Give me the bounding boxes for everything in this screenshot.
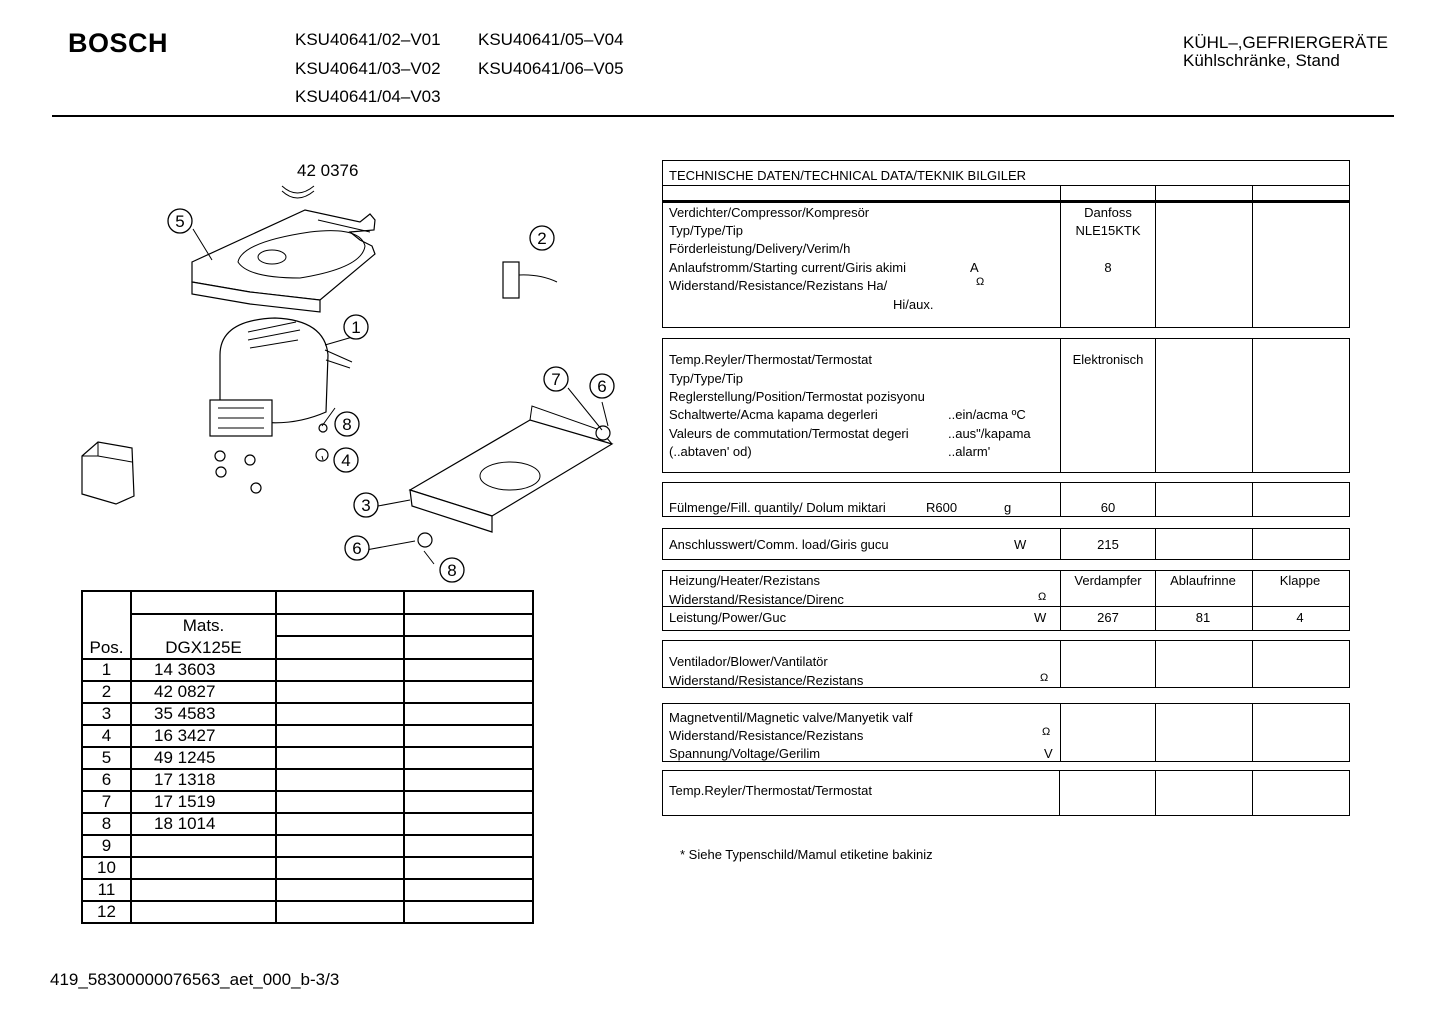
capacitor (503, 262, 557, 298)
heater-evaporator: Verdampfer (1074, 573, 1142, 588)
tech-data-title: TECHNISCHE DATEN/TECHNICAL DATA/TEKNIK BILGILER (669, 168, 1027, 183)
table-row (82, 835, 533, 857)
type-label: Typ/Type/Tip (669, 223, 743, 238)
position-number: 2 (82, 681, 131, 703)
resistance-label: Widerstand/Resistance/Rezistans (669, 673, 864, 688)
model-number: KSU40641/06–V05 (478, 59, 624, 78)
model-number: KSU40641/05–V04 (478, 30, 624, 49)
unit-watt: W (1034, 610, 1047, 625)
compressor-maker: Danfoss (1084, 205, 1132, 220)
refrigerant-type: R600 (926, 500, 958, 515)
starting-current-label: Anlaufstromm/Starting current/Giris akimi (669, 260, 906, 275)
callout-6 (345, 536, 369, 560)
empty-cell (276, 703, 404, 725)
position-number: 8 (82, 813, 131, 835)
load-section (662, 528, 1350, 560)
empty-cell (276, 747, 404, 769)
fan-label: Ventilador/Blower/Vantilatör (669, 654, 828, 669)
heater-flap-power: 4 (1296, 610, 1304, 625)
fill-quantity-value: 60 (1100, 500, 1116, 515)
table-row (82, 857, 533, 879)
document-id: 419_58300000076563_aet_000_b (50, 970, 310, 989)
empty-cell (276, 725, 404, 747)
document-footer (50, 970, 339, 990)
switch-on-label: ..ein/acma ºC (948, 407, 1026, 422)
load-value: 215 (1097, 537, 1119, 552)
unit-ampere: A (970, 260, 979, 275)
voltage-label: Spannung/Voltage/Gerilim (669, 746, 821, 761)
empty-cell (276, 659, 404, 681)
load-label: Anschlusswert/Comm. load/Giris gucu (669, 537, 889, 552)
model-number: KSU40641/04–V03 (295, 87, 441, 106)
defrost-label: (..abtaven' od) (669, 444, 752, 459)
table-row (82, 769, 533, 791)
svg-text:8: 8 (447, 561, 457, 580)
category-title: KÜHL–,GEFRIERGERÄTE (1183, 33, 1388, 52)
commutation-label: Valeurs de commutation/Termostat degeri (669, 426, 909, 441)
svg-text:2: 2 (537, 229, 547, 248)
empty-cell (404, 725, 533, 747)
exploded-parts-drawing (60, 150, 640, 590)
unit-ohm: Ω (1042, 726, 1051, 738)
switch-values-label: Schaltwerte/Acma kapama degerleri (669, 407, 878, 422)
position-number: 10 (82, 857, 131, 879)
starting-current-value: 8 (1104, 260, 1112, 275)
resistance-label: Widerstand/Resistance/Rezistans (669, 728, 864, 743)
unit-ohm: Ω (1040, 672, 1049, 684)
drip-tray (192, 210, 375, 312)
empty-cell (276, 681, 404, 703)
callout-8 (440, 558, 464, 582)
callout-6 (590, 374, 614, 398)
empty-cell (404, 747, 533, 769)
svg-text:7: 7 (551, 370, 561, 389)
relay-box (82, 442, 134, 504)
material-number: 16 3427 (131, 725, 276, 747)
material-number: 42 0827 (131, 681, 276, 703)
material-number: 35 4583 (131, 703, 276, 725)
position-number: 11 (82, 879, 131, 901)
material-number (131, 901, 276, 923)
empty-cell (404, 857, 533, 879)
empty-cell (404, 901, 533, 923)
delivery-label: Förderleistung/Delivery/Verim/h (669, 241, 851, 256)
compressor-type: NLE15KTK (1075, 223, 1141, 238)
svg-text:6: 6 (352, 539, 362, 558)
unit-volt: V (1044, 746, 1053, 761)
svg-text:5: 5 (175, 212, 185, 231)
table-row (82, 747, 533, 769)
position-number: 3 (82, 703, 131, 725)
empty-cell (404, 681, 533, 703)
heater-drain-power: 81 (1195, 610, 1211, 625)
empty-cell (404, 703, 533, 725)
material-number (131, 835, 276, 857)
magnetic-valve-section (662, 703, 1350, 762)
callout-2 (530, 226, 554, 250)
svg-text:3: 3 (361, 496, 371, 515)
thermostat-label: Temp.Reyler/Thermostat/Termostat (669, 352, 873, 367)
position-label: Reglerstellung/Position/Termostat pozisyonu (669, 389, 925, 404)
position-number: 9 (82, 835, 131, 857)
empty-cell (276, 791, 404, 813)
resistance-label: Widerstand/Resistance/Direnc (669, 592, 844, 607)
svg-text:6: 6 (597, 377, 607, 396)
type-plate-note: * Siehe Typenschild/Mamul etiketine bakiniz (680, 847, 933, 862)
switch-off-label: ..aus"/kapama (948, 426, 1031, 441)
page-number: -3/3 (310, 970, 340, 989)
callout-3 (354, 493, 378, 517)
table-row (82, 813, 533, 835)
callout-7 (335, 412, 359, 436)
compressor-label: Verdichter/Compressor/Kompresör (669, 205, 870, 220)
position-number: 5 (82, 747, 131, 769)
callout-1 (344, 315, 368, 339)
table-row (82, 901, 533, 923)
material-number: 49 1245 (131, 747, 276, 769)
model-number: KSU40641/02–V01 (295, 30, 441, 49)
thermostat-label: Temp.Reyler/Thermostat/Termostat (669, 783, 873, 798)
column-header-model: DGX125E (131, 636, 276, 659)
material-number (131, 879, 276, 901)
empty-cell (404, 813, 533, 835)
material-number: 14 3603 (131, 659, 276, 681)
unit-watt: W (1014, 537, 1027, 552)
magnetic-valve-label: Magnetventil/Magnetic valve/Manyetik valf (669, 710, 913, 725)
empty-cell (276, 769, 404, 791)
tech-data-header (662, 160, 1350, 202)
empty-cell (404, 791, 533, 813)
table-row (82, 791, 533, 813)
heater-drain: Ablaufrinne (1170, 573, 1236, 588)
empty-cell (404, 835, 533, 857)
position-number: 1 (82, 659, 131, 681)
callout-8 (544, 367, 568, 391)
header-divider (52, 115, 1394, 117)
table-row (82, 879, 533, 901)
empty-cell (276, 857, 404, 879)
fill-quantity-label: Fülmenge/Fill. quantily/ Dolum miktari (669, 500, 886, 515)
table-row (82, 659, 533, 681)
table-row (82, 681, 533, 703)
material-number (131, 857, 276, 879)
svg-text:4: 4 (341, 451, 351, 470)
empty-cell (276, 901, 404, 923)
position-number: 6 (82, 769, 131, 791)
type-label: Typ/Type/Tip (669, 371, 743, 386)
position-number: 7 (82, 791, 131, 813)
alarm-label: ..alarm' (948, 444, 991, 459)
aux-label: Hi/aux. (893, 297, 934, 312)
heater-section (662, 570, 1350, 631)
callout-5 (168, 209, 192, 233)
empty-cell (276, 835, 404, 857)
empty-cell (404, 659, 533, 681)
heater-evaporator-power: 267 (1097, 610, 1119, 625)
column-header-pos: Pos. (82, 591, 131, 659)
svg-text:1: 1 (351, 318, 361, 337)
unit-gram: g (1004, 500, 1012, 515)
part-number-label: 42 0376 (297, 161, 359, 180)
thermostat2-section (662, 770, 1350, 816)
brand-logo: BOSCH (68, 28, 169, 58)
parts-table (81, 590, 534, 924)
compressor-section (662, 202, 1350, 328)
column-header-mats: Mats. (131, 614, 276, 637)
empty-cell (276, 879, 404, 901)
material-number: 17 1318 (131, 769, 276, 791)
mounting-bracket (410, 406, 612, 547)
heater-label: Heizung/Heater/Rezistans (669, 573, 821, 588)
empty-cell (404, 879, 533, 901)
thermostat-section (662, 338, 1350, 473)
callout-4 (334, 448, 358, 472)
unit-ohm: Ω (1038, 591, 1047, 603)
thermostat-value: Elektronisch (1072, 352, 1144, 367)
table-row (82, 725, 533, 747)
material-number: 18 1014 (131, 813, 276, 835)
fan-section (662, 640, 1350, 688)
svg-text:8: 8 (342, 415, 352, 434)
material-number: 17 1519 (131, 791, 276, 813)
category-subtitle: Kühlschränke, Stand (1183, 51, 1340, 70)
fill-quantity-section (662, 482, 1350, 517)
heater-flap: Klappe (1279, 573, 1321, 588)
power-label: Leistung/Power/Guc (669, 610, 787, 625)
compressor-unit (210, 318, 352, 436)
empty-cell (404, 769, 533, 791)
resistance-label: Widerstand/Resistance/Rezistans Ha/ (669, 278, 888, 293)
empty-cell (276, 813, 404, 835)
position-number: 4 (82, 725, 131, 747)
model-number: KSU40641/03–V02 (295, 59, 441, 78)
position-number: 12 (82, 901, 131, 923)
unit-ohm: Ω (976, 276, 985, 288)
table-row (82, 703, 533, 725)
